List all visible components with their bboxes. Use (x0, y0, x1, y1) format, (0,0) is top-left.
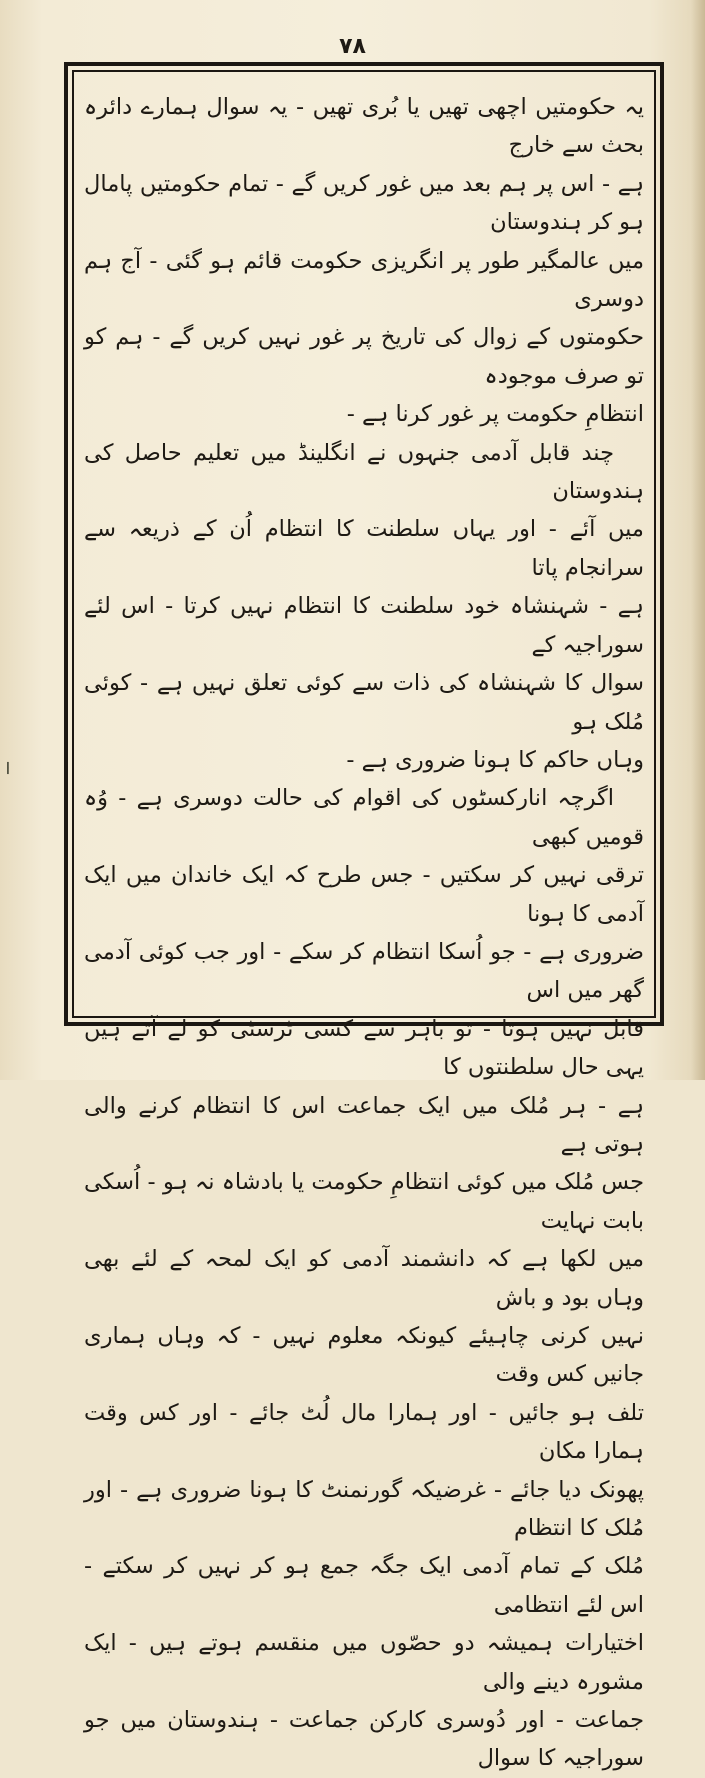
page-number: ۷۸ (339, 34, 366, 59)
text-line-paragraph-start (84, 434, 644, 511)
text-line: ترقی نہیں کر سکتیں - جس طرح کہ ایک خاندان میں ایک آدمی کا ہونا (84, 862, 644, 927)
text-line: مُلک کے تمام آدمی ایک جگہ جمع ہو کر نہیں کر سکتے - اس لئے انتظامی (84, 1553, 644, 1618)
text-line: ضروری ہے - جو اُسکا انتظام کر سکے - اور جب کوئی آدمی گھر میں اس (84, 938, 644, 1004)
margin-mark: ــ (1, 762, 26, 774)
text-line: میں عالمگیر طور پر انگریزی حکومت قائم ہو گئی - آج ہم دوسری (84, 247, 644, 313)
text-frame-inner (72, 70, 656, 1772)
body-text (84, 88, 644, 1778)
text-line: یہ حکومتیں اچھی تھیں یا بُری تھیں - یہ سوال ہمارے دائرہ بحث سے خارج (84, 94, 644, 159)
text-line-paragraph-start (84, 779, 644, 856)
text-line: انتظامِ حکومت پر غور کرنا ہے - (346, 401, 644, 428)
text-line: پھونک دیا جائے - غرضیکہ گورنمنٹ کا ہونا ضروری ہے - اور مُلک کا انتظام (84, 1476, 644, 1542)
text-line: نہیں کرنی چاہیئے کیونکہ معلوم نہیں - کہ وہاں ہماری جانیں کس وقت (84, 1323, 644, 1388)
text-line: میں آئے - اور یہاں سلطنت کا انتظام اُن کے ذریعہ سے سرانجام پاتا (84, 516, 644, 581)
text-line: حکومتوں کے زوال کی تاریخ پر غور نہیں کریں گے - ہم کو تو صرف موجودہ (84, 324, 644, 389)
text-frame-outer (64, 62, 664, 1772)
text-line: ہے - ہر مُلک میں ایک جماعت اس کا انتظام کرنے والی ہوتی ہے (84, 1092, 644, 1157)
text-line: سوال کا شہنشاہ کی ذات سے کوئی تعلق نہیں ہے - کوئی مُلک ہو (84, 670, 644, 735)
text-line: اگرچہ انارکسٹوں کی اقوام کی حالت دوسری ہے - وُہ قومیں کبھی (84, 785, 644, 850)
text-line: میں لکھا ہے کہ دانشمند آدمی کو ایک لمحہ کے لئے بھی وہاں بود و باش (84, 1246, 644, 1311)
text-line: وہاں حاکم کا ہونا ضروری ہے - (346, 746, 644, 773)
text-line: ہے - شہنشاہ خود سلطنت کا انتظام نہیں کرتا - اس لئے سوراجیہ کے (84, 593, 644, 658)
text-line: جماعت - اور دُوسری کارکن جماعت - ہندوستان میں جو سوراجیہ کا سوال (84, 1707, 644, 1772)
page-edge-stain (691, 0, 705, 1080)
text-line: ہے - اس پر ہم بعد میں غور کریں گے - تمام حکومتیں پامال ہو کر ہندوستان (84, 170, 644, 236)
text-line: تلف ہو جائیں - اور ہمارا مال لُٹ جائے - اور کس وقت ہمارا مکان (84, 1399, 644, 1465)
text-line: قابل نہیں ہوتا - تو باہر سے کسی ٹرسٹی کو لے آتے ہیں یہی حال سلطنتوں کا (84, 1015, 644, 1081)
text-line: جس مُلک میں کوئی انتظامِ حکومت یا بادشاہ نہ ہو - اُسکی بابت نہایت (84, 1169, 644, 1234)
text-line: اختیارات ہمیشہ دو حصّوں میں منقسم ہوتے ہیں - ایک مشورہ دینے والی (84, 1630, 644, 1695)
text-line: چند قابل آدمی جنہوں نے انگلینڈ میں تعلیم حاصل کی ہندوستان (84, 439, 644, 505)
